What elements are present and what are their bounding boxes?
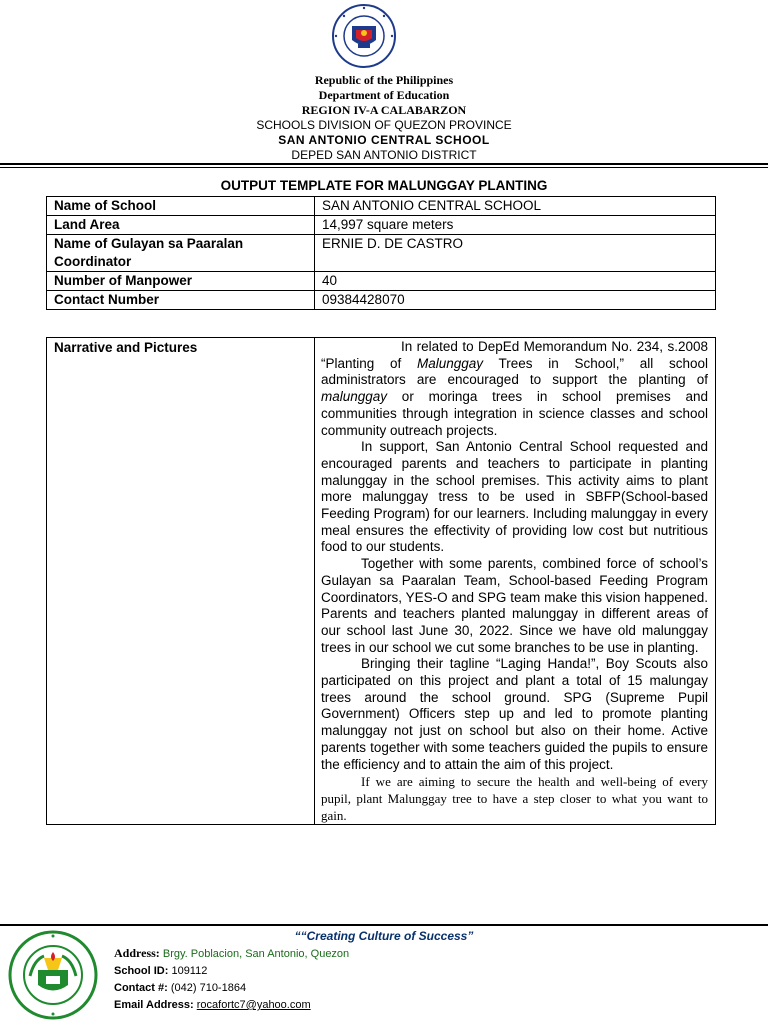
footer-contact [114,945,349,1014]
school-logo [8,930,98,1020]
email-row: Email Address: rocafortc7@yahoo.com [114,999,311,1011]
school-name-line: SAN ANTONIO CENTRAL SCHOOL [278,133,490,147]
republic-line: Republic of the Philippines [314,73,454,87]
narrative-paragraph-4: Bringing their tagline “Laging Handa!”, Boy Scouts also participated on this project and plant a total of 15 malungay trees around the school ground. SPG (Supreme Pupil Government) Officers step up and led to promote planting malunggay not just on school but also on their home. Active parents together with some teachers guided the pupils to ensure the efficiency and to attain the aim of this project. [321,656,708,772]
land-area-label: Land Area [47,216,315,235]
land-area-value: 14,997 square meters [315,216,716,235]
table-row [47,235,716,272]
address-value: Brgy. Poblacion, San Antonio, Quezon [162,948,350,960]
contact-number-value: 09384428070 [315,291,716,310]
narrative-paragraph-5: If we are aiming to secure the health and well-being of every pupil, plant Malunggay tree to have a step closer to what you want to gain. [321,774,708,824]
school-name-label: Name of School [47,197,315,216]
narrative-text [315,338,716,825]
address-row: Address: Brgy. Poblacion, San Antonio, Quezon [114,946,350,960]
narrative-paragraph-1: In related to DepEd Memorandum No. 234, s.2008 “Planting of Malunggay Trees in School,” all school administrators are encouraged to support the planting of malunggay or moringa trees in school premises and communities through integration in science classes and school community outreach projects. [321,339,708,438]
school-motto: ““Creating Culture of Success” [294,929,474,943]
email-link[interactable]: rocafortc7@yahoo.com [196,999,311,1011]
table-row [47,291,716,310]
region-line: REGION IV-A CALABARZON [301,103,467,117]
table-row [47,197,716,216]
school-name-value: SAN ANTONIO CENTRAL SCHOOL [315,197,716,216]
letterhead [0,73,768,163]
district-line: DEPED SAN ANTONIO DISTRICT [291,148,477,162]
narrative-label: Narrative and Pictures [47,338,315,825]
header-divider-thin [0,167,768,168]
manpower-label: Number of Manpower [47,272,315,291]
footer-divider [0,924,768,926]
document-title: OUTPUT TEMPLATE FOR MALUNGGAY PLANTING [220,178,548,193]
school-info-table [46,196,716,310]
school-id-value: 109112 [171,965,208,977]
department-line: Department of Education [318,88,450,102]
contact-number-label: Contact Number [47,291,315,310]
narrative-paragraph-2: In support, San Antonio Central School requested and encouraged parents and teachers to participate in planting malunggay in the school premises. This activity aims to plant more malunggay tress to be used in SBFP(School-based Feeding Program) for our learners. Including malunggay in every meal ensures the effectivity of providing low cost but nutritious food to our students. [321,439,708,555]
table-row [47,216,716,235]
narrative-table [46,337,716,825]
contact-value: (042) 710-1864 [170,982,247,994]
table-row [47,272,716,291]
narrative-paragraph-3: Together with some parents, combined force of school’s Gulayan sa Paaralan Team, School-based Feeding Program Coordinators, YES-O and SPG team make this vision happened. Parents and teachers planted malunggay in different areas of our school last June 30, 2022. Since we have old malunggay trees in our school we cut some branches to be use in planting. [321,556,708,655]
school-id-row: School ID: 109112 [114,965,208,977]
table-row [47,338,716,825]
division-line: SCHOOLS DIVISION OF QUEZON PROVINCE [256,118,512,132]
coordinator-label: Name of Gulayan sa Paaralan Coordinator [47,235,315,272]
manpower-value: 40 [315,272,716,291]
coordinator-value: ERNIE D. DE CASTRO [315,235,716,272]
header-divider [0,163,768,165]
deped-seal-logo [332,4,396,68]
contact-row: Contact #: (042) 710-1864 [114,982,247,994]
